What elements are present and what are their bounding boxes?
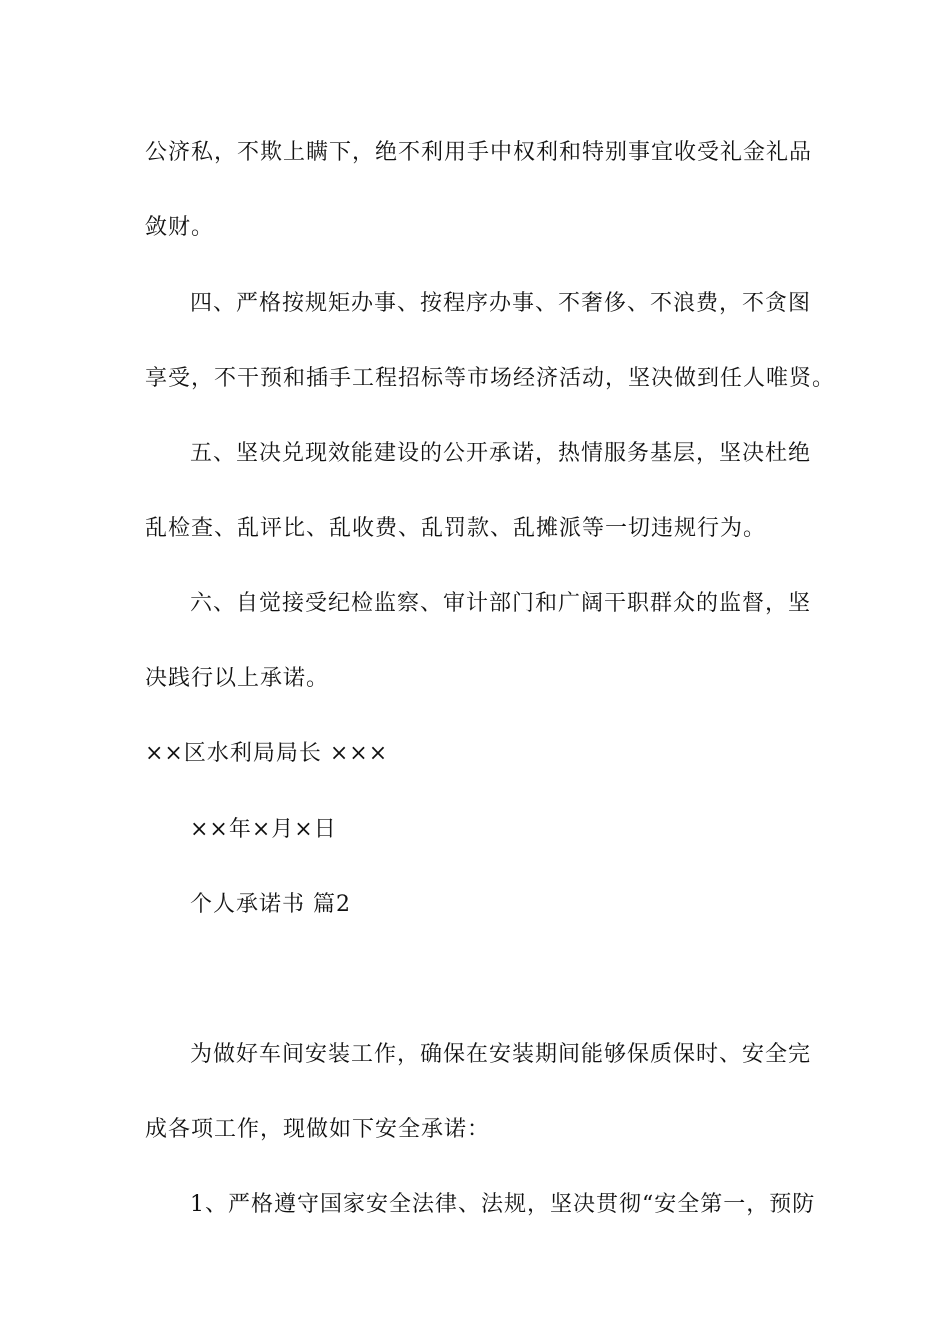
paragraph-line: 敛财。 xyxy=(145,215,215,240)
section-heading: 个人承诺书 篇2 xyxy=(190,892,351,917)
signature-date: ××年×月×日 xyxy=(190,817,337,842)
paragraph-line: 公济私，不欺上瞒下，绝不利用手中权利和特别事宜收受礼金礼品 xyxy=(145,140,813,165)
paragraph-line: 成各项工作，现做如下安全承诺： xyxy=(145,1117,491,1142)
signature-name: ××区水利局局长 ××× xyxy=(145,741,389,766)
paragraph-line: 为做好车间安装工作，确保在安装期间能够保质保时、安全完 xyxy=(190,1042,812,1067)
paragraph-line: 决践行以上承诺。 xyxy=(145,666,330,691)
paragraph-line: 五、坚决兑现效能建设的公开承诺，热情服务基层，坚决杜绝 xyxy=(190,441,812,466)
paragraph-line: 享受，不干预和插手工程招标等市场经济活动，坚决做到任人唯贤。 xyxy=(145,366,836,391)
paragraph-line: 1、严格遵守国家安全法律、法规，坚决贯彻“安全第一，预防 xyxy=(190,1192,816,1217)
paragraph-line: 乱检查、乱评比、乱收费、乱罚款、乱摊派等一切违规行为。 xyxy=(145,516,767,541)
paragraph-line: 六、自觉接受纪检监察、审计部门和广阔干职群众的监督，坚 xyxy=(190,591,812,616)
paragraph-line: 四、严格按规矩办事、按程序办事、不奢侈、不浪费，不贪图 xyxy=(190,291,812,316)
